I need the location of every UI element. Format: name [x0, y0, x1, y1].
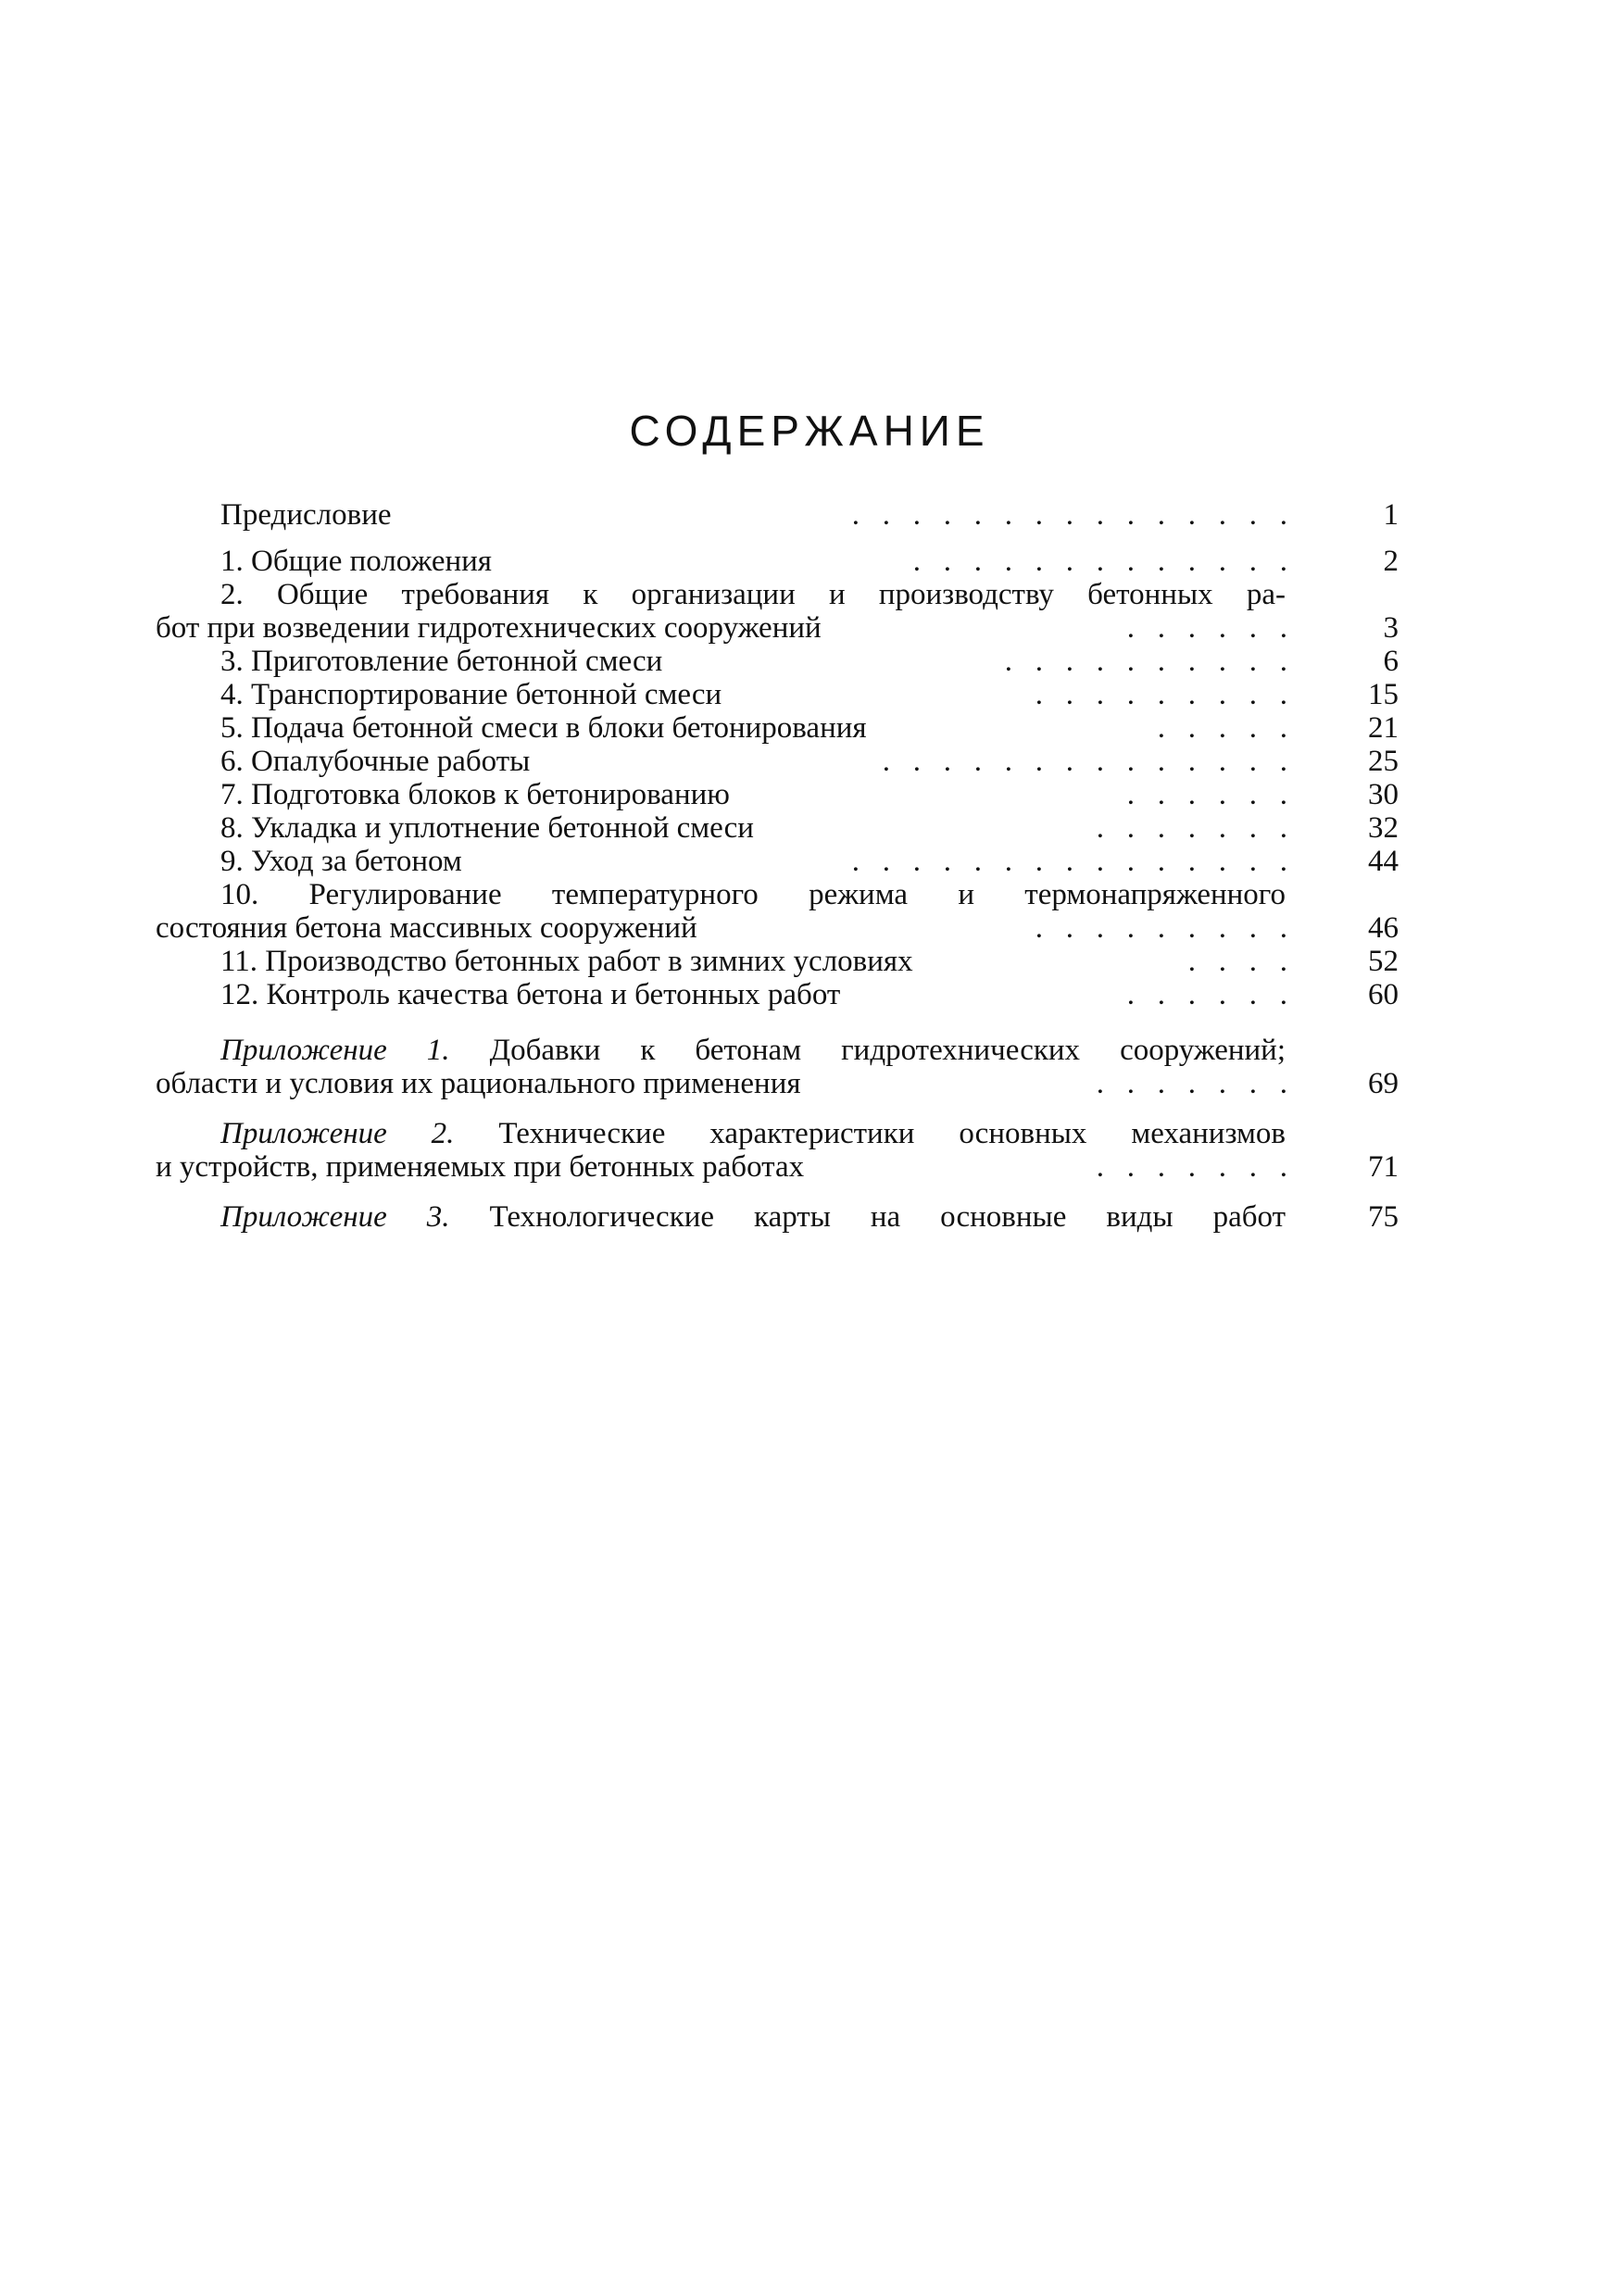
toc-leader-dots: . . . . . . . . . . . . . . . [851, 498, 1287, 532]
appendix-title: Технологические карты на основные виды работ [489, 1200, 1286, 1234]
toc-page-number: 52 [1368, 945, 1399, 978]
toc-page-number: 25 [1368, 745, 1399, 778]
toc-entry-7: 7. Подготовка блоков к бетонированию [220, 778, 730, 811]
toc-entry-8: 8. Укладка и уплотнение бетонной смеси [220, 811, 754, 845]
toc-appendix-2-line1 [220, 1117, 1286, 1150]
toc-page-number: 15 [1368, 678, 1399, 711]
toc-appendix-2-line2: и устройств, применяемых при бетонных работах [156, 1150, 805, 1184]
toc-leader-dots: . . . . . . . [1096, 1067, 1287, 1100]
toc-entry-12: 12. Контроль качества бетона и бетонных работ [220, 978, 841, 1011]
toc-entry-2-line2: бот при возведении гидротехнических сооружений [156, 611, 822, 645]
toc-page-number: 60 [1368, 978, 1399, 1011]
toc-entry-preface: Предисловие [220, 498, 392, 532]
toc-entry-11: 11. Производство бетонных работ в зимних условиях [220, 945, 913, 978]
toc-appendix-1-line2: области и условия их рационального применения [156, 1067, 801, 1100]
toc-entry-1: 1. Общие положения [220, 545, 492, 578]
appendix-label: Приложение 2. [220, 1117, 455, 1150]
toc-entry-5: 5. Подача бетонной смеси в блоки бетонирования [220, 711, 867, 745]
toc-page-number: 32 [1368, 811, 1399, 845]
toc-appendix-3-line1 [220, 1200, 1286, 1234]
toc-leader-dots: . . . . . . [1126, 778, 1287, 811]
toc-entry-10-line2: состояния бетона массивных сооружений [156, 911, 697, 945]
toc-leader-dots: . . . . [1187, 945, 1287, 978]
appendix-title: Добавки к бетонам гидротехнических сооружений; [489, 1034, 1286, 1067]
toc-page-number: 3 [1383, 611, 1399, 645]
toc-page-number: 21 [1368, 711, 1399, 745]
toc-leader-dots: . . . . . . . . . . . . . [912, 545, 1287, 578]
toc-page-number: 6 [1383, 645, 1399, 678]
toc-entry-2-line1: 2. Общие требования к организации и производству бетонных ра- [220, 578, 1286, 611]
toc-leader-dots: . . . . . [1157, 711, 1287, 745]
toc-leader-dots: . . . . . . . . . . [1004, 645, 1287, 678]
toc-appendix-1-line1 [220, 1034, 1286, 1067]
toc-entry-4: 4. Транспортирование бетонной смеси [220, 678, 722, 711]
toc-page-number: 2 [1383, 545, 1399, 578]
toc-leader-dots: . . . . . . [1126, 611, 1287, 645]
toc-page-number: 30 [1368, 778, 1399, 811]
toc-entry-3: 3. Приготовление бетонной смеси [220, 645, 663, 678]
toc-leader-dots: . . . . . . . [1096, 811, 1287, 845]
toc-leader-dots: . . . . . . . [1096, 1150, 1287, 1184]
toc-entry-6: 6. Опалубочные работы [220, 745, 531, 778]
toc-page-number: 69 [1368, 1067, 1399, 1100]
toc-page-number: 44 [1368, 845, 1399, 878]
toc-leader-dots: . . . . . . . . . . . . . . . [851, 845, 1287, 878]
toc-entry-10-line1: 10. Регулирование температурного режима и термонапряженного [220, 878, 1286, 911]
toc-entry-9: 9. Уход за бетоном [220, 845, 462, 878]
toc-leader-dots: . . . . . . . . . [1035, 911, 1287, 945]
toc-page-number: 1 [1383, 498, 1399, 532]
appendix-label: Приложение 1. [220, 1034, 450, 1067]
toc-page-number: 75 [1368, 1200, 1399, 1234]
toc-page-number: 46 [1368, 911, 1399, 945]
toc-leader-dots: . . . . . . . . . [1035, 678, 1287, 711]
appendix-label: Приложение 3. [220, 1200, 450, 1234]
page-title: СОДЕРЖАНИЕ [629, 407, 990, 455]
toc-page-number: 71 [1368, 1150, 1399, 1184]
appendix-title: Технические характеристики основных механизмов [498, 1117, 1286, 1150]
toc-leader-dots: . . . . . . . . . . . . . . [882, 745, 1287, 778]
toc-leader-dots: . . . . . . [1126, 978, 1287, 1011]
